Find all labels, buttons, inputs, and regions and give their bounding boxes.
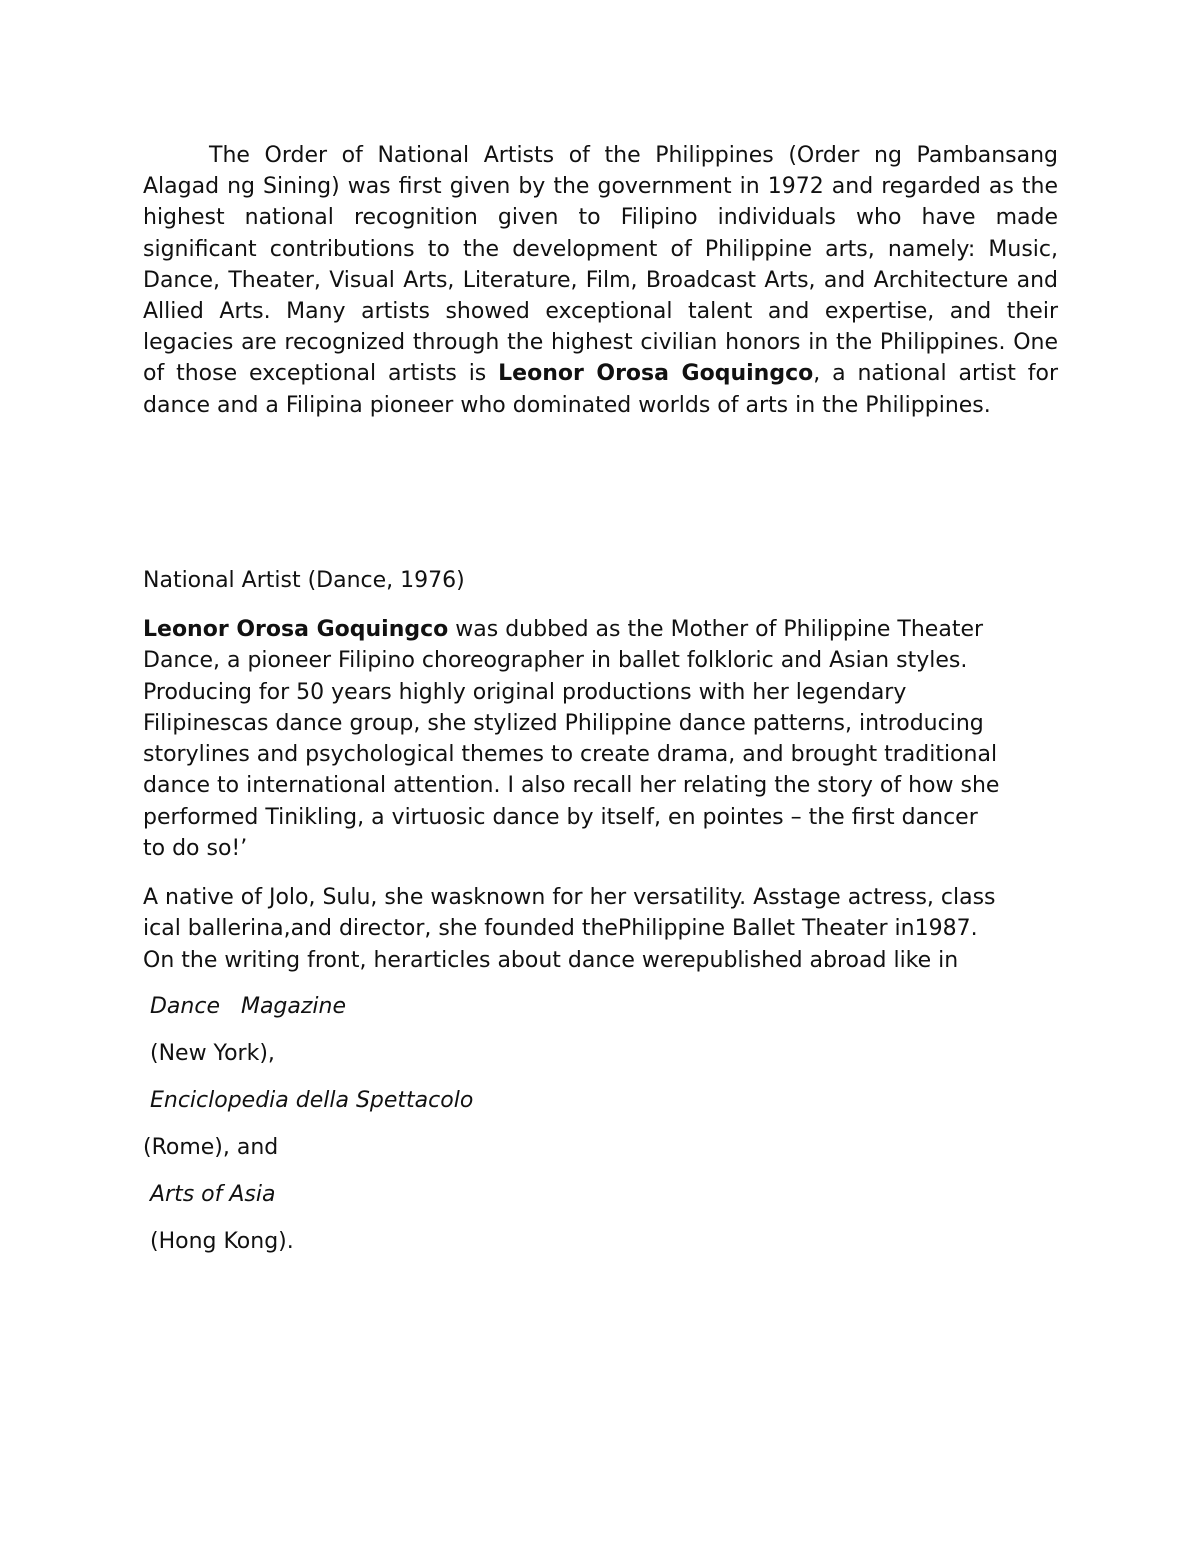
- native-paragraph: [143, 882, 1073, 976]
- bio-line: Producing for 50 years highly original productions with her legendary: [143, 679, 907, 705]
- native-line: On the writing front, herarticles about dance werepublished abroad like in: [143, 947, 959, 973]
- bio-line: to do so!’: [143, 836, 248, 862]
- bio-line: dance to international attention. I also recall her relating the story of how she: [143, 773, 1000, 799]
- bio-line-text: was dubbed as the Mother of Philippine Theater: [448, 617, 984, 642]
- publication-title-arts-of-asia: Arts of Asia: [143, 1182, 276, 1207]
- bio-artist-name: Leonor Orosa Goquingco: [143, 617, 449, 642]
- publication-location-new-york: (New York),: [143, 1041, 275, 1066]
- publication-title-dance-magazine: Dance Magazine: [143, 994, 347, 1019]
- publication-location-hong-kong: (Hong Kong).: [143, 1229, 294, 1254]
- bio-line: performed Tinikling, a virtuosic dance by itself, en pointes – the first dancer: [143, 804, 978, 830]
- bio-line: [143, 614, 1073, 645]
- bio-line: Dance, a pioneer Filipino choreographer in ballet folkloric and Asian styles.: [143, 648, 968, 674]
- bio-paragraph: [143, 614, 1073, 864]
- publication-title-enciclopedia: Enciclopedia della Spettacolo: [143, 1088, 474, 1113]
- section-heading: National Artist (Dance, 1976): [143, 568, 465, 593]
- bio-line: storylines and psychological themes to create drama, and brought traditional: [143, 742, 998, 768]
- intro-artist-name: Leonor Orosa Goquingco: [498, 361, 814, 387]
- native-line: A native of Jolo, Sulu, she wasknown for her versatility. Asstage actress, class: [143, 885, 996, 910]
- intro-text-before-name: The Order of National Artists of the Philippines (Order ng Pambansang Alagad ng Sining) was first given by the government in 1972 and regarded as the highest national recognition given to Filipino individuals who have made significant contributions to the development of Philippine arts, namely: Music, Dance, Theater, Visual Arts, Literature, Film, Broadcast Arts, and Architecture and Allied Arts. Many artists showed exceptional talent and expertise, and their legacies are recognized through the highest civilian honors in the Philippines. One of those exceptional artists is: [143, 143, 1058, 387]
- intro-text-after-name: , a national artist for dance and a Filipina pioneer who dominated worlds of arts in the Philippines.: [143, 361, 1059, 418]
- intro-paragraph: [143, 140, 1058, 421]
- bio-line: Filipinescas dance group, she stylized Philippine dance patterns, introducing: [143, 710, 984, 736]
- native-line: ical ballerina,and director, she founded thePhilippine Ballet Theater in1987.: [143, 916, 978, 942]
- publication-location-rome: (Rome), and: [143, 1135, 279, 1160]
